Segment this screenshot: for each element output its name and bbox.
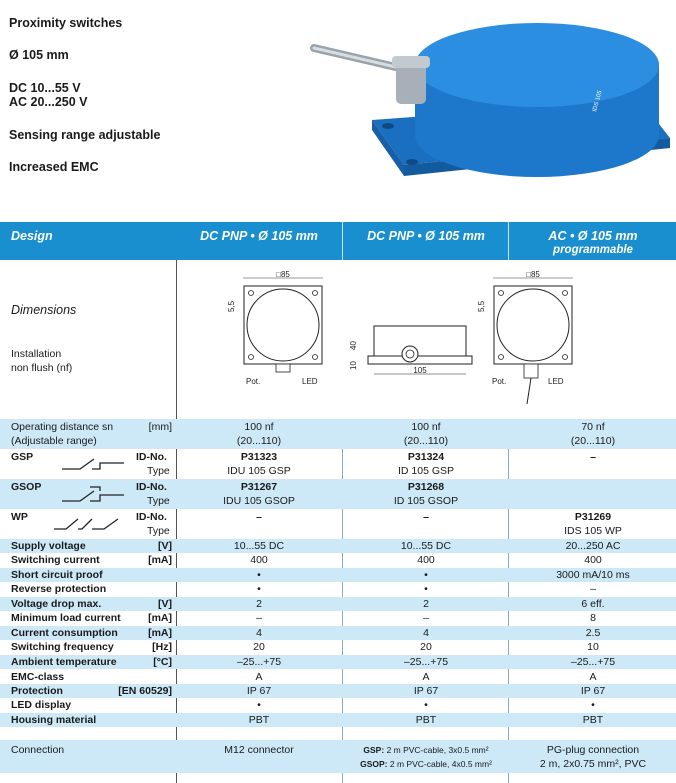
gsop-type-col1: IDU 105 GSOP	[223, 495, 295, 507]
gsop-switch-symbol	[60, 483, 130, 505]
spec-value-col1: •	[257, 569, 261, 581]
feature-sensing-range: Sensing range adjustable	[9, 128, 161, 142]
spec-value-col2: –25...+75	[403, 656, 449, 668]
spec-unit: [EN 60529]	[118, 685, 172, 697]
opdist-col2: 100 nf	[411, 421, 441, 433]
spec-unit: [mA]	[148, 627, 172, 639]
opdist-range-col2: (20...110)	[403, 435, 449, 447]
spec-row	[0, 539, 676, 553]
gsp-type-col2: ID 105 GSP	[397, 465, 455, 477]
spec-value-col3: 3000 mA/10 ms	[556, 569, 630, 581]
dim-105-label: 105	[413, 366, 427, 375]
spec-unit: [°C]	[153, 656, 172, 668]
spec-value-col3: 6 eff.	[581, 598, 605, 610]
feature-emc: Increased EMC	[9, 160, 99, 174]
opdist-range-col1: (20...110)	[236, 435, 282, 447]
spec-value-col3: PBT	[582, 714, 604, 726]
opdist-col3: 70 nf	[581, 421, 605, 433]
dim-55-label: 5,5	[227, 300, 236, 312]
connection-col2-gsop-prefix: GSOP:	[360, 759, 388, 769]
pot-label: Pot.	[246, 377, 261, 386]
spec-value-col3: 10	[587, 641, 599, 653]
spec-row	[0, 582, 676, 596]
gsp-label: GSP	[11, 451, 34, 463]
spec-label: LED display	[11, 699, 72, 711]
connection-col2-gsop: 2 m PVC-cable, 4x0.5 mm²	[389, 759, 492, 769]
spec-value-col2: –	[423, 612, 429, 624]
connection-col2-gsp-prefix: GSP:	[363, 745, 385, 755]
gsop-label: GSOP	[11, 481, 42, 493]
spec-unit: [Hz]	[152, 641, 172, 653]
feature-title: Proximity switches	[9, 16, 123, 30]
gsp-type-col1: IDU 105 GSP	[227, 465, 291, 477]
spec-label: Protection	[11, 685, 63, 697]
feature-diameter: Ø 105 mm	[9, 48, 69, 62]
gsp-id-col1: P31323	[240, 451, 278, 463]
header-design: Design	[11, 229, 53, 243]
gsp-id-col3: –	[590, 451, 596, 463]
spec-unit: [mA]	[148, 554, 172, 566]
spec-value-col3: 20...250 AC	[565, 540, 621, 552]
spec-value-col2: PBT	[415, 714, 437, 726]
wp-type-label: Type	[147, 525, 170, 537]
spec-value-col2: •	[424, 583, 428, 595]
row-operating-distance	[0, 419, 676, 449]
spec-value-col3: 400	[584, 554, 602, 566]
spec-row	[0, 597, 676, 611]
spec-label: Housing material	[11, 714, 97, 726]
spec-value-col2: 4	[423, 627, 429, 639]
spec-value-col3: •	[591, 699, 595, 711]
product-label: IDS 105	[592, 90, 604, 113]
spec-value-col3: IP 67	[580, 685, 606, 697]
wp-switch-symbol	[52, 515, 132, 533]
opdist-range-col3: (20...110)	[570, 435, 616, 447]
header-col1: DC PNP • Ø 105 mm	[200, 229, 318, 243]
spec-row	[0, 698, 676, 712]
spec-value-col1: PBT	[248, 714, 270, 726]
spec-row	[0, 611, 676, 625]
installation-label: Installation	[11, 348, 62, 360]
spec-label: Ambient temperature	[11, 656, 117, 668]
spec-value-col2: 10...55 DC	[400, 540, 452, 552]
spec-value-col1: –	[256, 612, 262, 624]
spec-label: Switching frequency	[11, 641, 114, 653]
dimensions-label: Dimensions	[11, 303, 77, 317]
wp-type-col3: IDS 105 WP	[564, 525, 622, 537]
spec-value-col2: 20	[420, 641, 432, 653]
product-image	[300, 20, 676, 218]
spec-label: Reverse protection	[11, 583, 107, 595]
dimension-drawing-col3	[470, 268, 590, 408]
spec-value-col2: 400	[417, 554, 435, 566]
gsop-id-label: ID-No.	[136, 481, 167, 493]
wp-id-col3: P31269	[574, 511, 612, 523]
spec-row	[0, 568, 676, 582]
dim-10-label: 10	[349, 361, 358, 370]
wp-id-label: ID-No.	[136, 511, 167, 523]
spec-value-col1: •	[257, 583, 261, 595]
spec-value-col2: •	[424, 699, 428, 711]
spec-value-col2: 2	[423, 598, 429, 610]
spec-row	[0, 684, 676, 698]
gsp-id-col2: P31324	[407, 451, 445, 463]
feature-ac-voltage: AC 20...250 V	[9, 95, 88, 109]
row-wp	[0, 509, 676, 539]
spec-label: Supply voltage	[11, 540, 86, 552]
opdist-label: Operating distance sn	[11, 421, 114, 433]
dim-40-label: 40	[349, 341, 358, 350]
row-gsp	[0, 449, 676, 479]
spec-row	[0, 670, 676, 684]
opdist-unit: [mm]	[148, 421, 172, 433]
spec-value-col1: IP 67	[246, 685, 272, 697]
spec-row	[0, 640, 676, 654]
gsop-type-label: Type	[147, 495, 170, 507]
spec-row	[0, 655, 676, 669]
spec-label: Switching current	[11, 554, 100, 566]
dim-85-label-col3: □85	[526, 270, 540, 279]
header-col3: AC • Ø 105 mm	[548, 229, 638, 243]
spec-value-col1: 2	[256, 598, 262, 610]
installation-type: non flush (nf)	[11, 362, 73, 374]
led-label: LED	[302, 377, 318, 386]
spec-value-col1: 20	[253, 641, 265, 653]
spec-unit: [V]	[158, 598, 172, 610]
spec-label: Voltage drop max.	[11, 598, 102, 610]
spec-label: EMC-class	[11, 671, 65, 683]
spec-value-col3: –	[590, 583, 596, 595]
opdist-col1: 100 nf	[244, 421, 274, 433]
spec-value-col1: 400	[250, 554, 268, 566]
led-label-col3: LED	[548, 377, 564, 386]
spec-value-col3: 2.5	[585, 627, 601, 639]
spec-value-col2: IP 67	[413, 685, 439, 697]
dim-55-label-col3: 5,5	[477, 300, 486, 312]
wp-label: WP	[11, 511, 28, 523]
connection-col3-line1: PG-plug connection	[546, 744, 640, 756]
spec-row	[0, 553, 676, 567]
spec-value-col1: •	[257, 699, 261, 711]
spec-value-col2: A	[422, 671, 430, 683]
spec-label: Minimum load current	[11, 612, 121, 624]
spec-label: Short circuit proof	[11, 569, 103, 581]
header-col3-sub: programmable	[553, 244, 633, 256]
connection-col2-gsp: 2 m PVC-cable, 3x0.5 mm²	[386, 745, 489, 755]
gsop-id-col2: P31268	[407, 481, 445, 493]
spec-row	[0, 713, 676, 727]
spec-unit: [V]	[158, 540, 172, 552]
spec-value-col1: –25...+75	[236, 656, 282, 668]
table-header	[0, 222, 676, 260]
spec-value-col2: •	[424, 569, 428, 581]
spec-label: Current consumption	[11, 627, 118, 639]
gsp-id-label: ID-No.	[136, 451, 167, 463]
spec-value-col3: A	[589, 671, 597, 683]
dim-85-label: □85	[276, 270, 290, 279]
gsp-switch-symbol	[60, 455, 130, 473]
spec-value-col1: A	[255, 671, 263, 683]
gsop-id-col1: P31267	[240, 481, 278, 493]
spec-value-col3: –25...+75	[570, 656, 616, 668]
connection-label: Connection	[11, 744, 65, 756]
spec-value-col1: 4	[256, 627, 262, 639]
spec-unit: [mA]	[148, 612, 172, 624]
wp-id-col2: –	[423, 511, 429, 523]
row-connection	[0, 740, 676, 773]
gsop-type-col2: ID 105 GSOP	[393, 495, 459, 507]
opdist-sub: (Adjustable range)	[11, 435, 97, 447]
header-col2: DC PNP • Ø 105 mm	[367, 229, 485, 243]
wp-id-col1: –	[256, 511, 262, 523]
dimension-drawing-col1	[220, 268, 340, 398]
connection-col3-line2: 2 m, 2x0.75 mm², PVC	[539, 758, 647, 770]
pot-label-col3: Pot.	[492, 377, 507, 386]
spec-value-col3: 8	[590, 612, 596, 624]
row-gsop	[0, 479, 676, 509]
spec-value-col1: 10...55 DC	[233, 540, 285, 552]
connection-col1: M12 connector	[224, 744, 294, 756]
spec-row	[0, 626, 676, 640]
feature-dc-voltage: DC 10...55 V	[9, 81, 81, 95]
gsp-type-label: Type	[147, 465, 170, 477]
